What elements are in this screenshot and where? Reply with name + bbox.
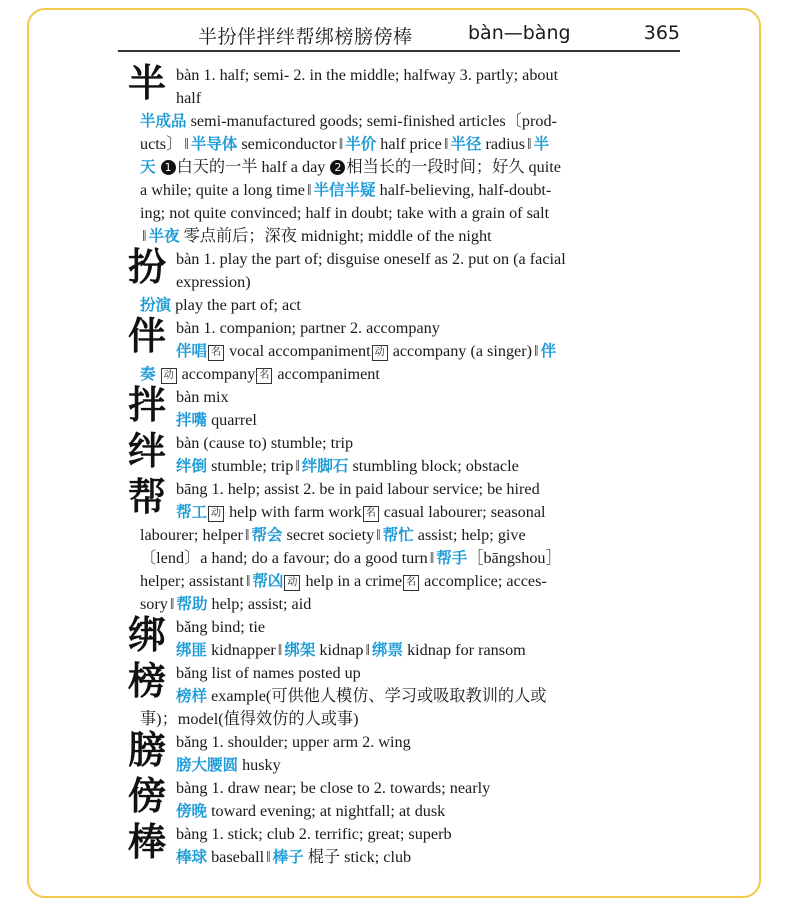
headword: 伴 [128, 313, 167, 358]
headword: 绑 [128, 612, 167, 657]
compound-line [140, 110, 658, 133]
headword: 帮 [128, 474, 167, 519]
compound-definition: helper; assistant [140, 572, 244, 590]
compound-definition: vocal accompaniment [225, 342, 371, 360]
page-number: 365 [643, 22, 680, 44]
definition-line: expression) [176, 273, 251, 291]
compound-word: 半夜 [148, 227, 180, 245]
compound-line [140, 156, 658, 179]
compound-word: 帮忙 [382, 526, 414, 544]
compound-definition: play the part of; act [171, 296, 301, 314]
compound-definition: accompaniment [273, 365, 380, 383]
compound-line: ing; not quite convinced; half in doubt; take with a grain of salt [140, 204, 550, 222]
entry-ban-stumble [128, 428, 658, 478]
compound-word: 扮演 [140, 296, 172, 314]
definition-line: bǎng list of names posted up [176, 664, 361, 682]
compound-definition: kidnapper [207, 641, 276, 659]
compound-line: ucts〕 ‖ 半导体 semiconductor ‖ 半价 half price ‖ 半径 radius ‖ 半 [140, 135, 550, 153]
compound-word: 帮手 [436, 549, 468, 567]
compound-line [140, 754, 658, 777]
pos-noun-box: 名 [256, 368, 272, 384]
definition-line: bāng 1. help; assist 2. be in paid labour service; be hired [176, 480, 540, 498]
compound-line [140, 294, 658, 317]
entry-ban-mix [128, 382, 658, 432]
compound-line: 绊倒 stumble; trip ‖ 绊脚石 stumbling block; obstacle [176, 457, 519, 475]
compound-definition: help in a crime [301, 572, 403, 590]
compound-definition: casual labourer; seasonal [379, 503, 546, 521]
entry-bang-help [128, 474, 658, 616]
compound-word: 半价 [345, 135, 377, 153]
pos-verb-box: 动 [372, 345, 388, 361]
compound-word: 半径 [450, 135, 482, 153]
compound-definition: quarrel [207, 411, 257, 429]
compound-word: 绑票 [372, 641, 404, 659]
definition-line: bǎng 1. shoulder; upper arm 2. wing [176, 733, 411, 751]
compound-definition: baseball [207, 848, 265, 866]
pos-noun-box: 名 [363, 506, 379, 522]
headword: 拌 [128, 382, 167, 427]
compound-word: 帮工 [176, 503, 208, 521]
compound-definition: toward evening; at nightfall; at dusk [207, 802, 446, 820]
definition-line: bàn 1. play the part of; disguise oneself as 2. put on (a facial [176, 250, 566, 268]
compound-word: 帮会 [251, 526, 283, 544]
definition-line: bàng 1. stick; club 2. terrific; great; superb [176, 825, 452, 843]
entry-ban-disguise [128, 244, 658, 317]
headword: 扮 [128, 244, 167, 289]
headword: 棒 [128, 819, 167, 864]
compound-word: 半导体 [190, 135, 238, 153]
compound-word: 棒子 [272, 848, 304, 866]
compound-definition: accomplice; acces- [420, 572, 547, 590]
compound-definition: 零点前后；深夜 midnight; middle of the night [179, 227, 492, 245]
compound-word: 绑架 [284, 641, 316, 659]
compound-word: 半信半疑 [313, 181, 376, 199]
compound-word: 天 [140, 158, 156, 176]
compound-definition: help; assist; aid [207, 595, 312, 613]
compound-word: 半成品 [140, 112, 187, 130]
compound-line: helper; assistant ‖ 帮凶 动 help in a crime 名 accomplice; acces- [140, 572, 547, 590]
definition-line: bàng 1. draw near; be close to 2. towards; nearly [176, 779, 491, 797]
compound-word: 棒球 [176, 848, 208, 866]
compound-definition: 白天的一半 half a day [176, 158, 330, 176]
headword: 膀 [128, 727, 167, 772]
headword: 傍 [128, 773, 167, 818]
headword: 榜 [128, 658, 167, 703]
pos-noun-box: 名 [403, 575, 419, 591]
compound-definition: example(可供他人模仿、学习或吸取教训的人或 [207, 687, 547, 705]
compound-definition: ucts〕 [140, 135, 183, 153]
compound-line: 棒球 baseball ‖ 棒子 棍子 stick; club [176, 848, 412, 866]
compound-definition: assist; help; give [413, 526, 526, 544]
headword: 绊 [128, 428, 167, 473]
compound-definition: accompany (a singer) [388, 342, 533, 360]
compound-line: labourer; helper ‖ 帮会 secret society ‖ 帮忙 assist; help; give [140, 526, 526, 544]
compound-line [140, 363, 658, 386]
entry-bang-near [128, 773, 658, 823]
entry-bang-list [128, 658, 658, 731]
compound-line: 伴唱 名 vocal accompaniment 动 accompany (a singer) ‖ 伴 [176, 342, 557, 360]
pos-verb-box: 动 [161, 368, 177, 384]
compound-word: 拌嘴 [176, 411, 208, 429]
compound-word: 膀大腰圆 [176, 756, 239, 774]
compound-word: 奏 [140, 365, 156, 383]
compound-line [140, 685, 658, 708]
compound-definition: stumble; trip [207, 457, 294, 475]
definition-line: bàn 1. companion; partner 2. accompany [176, 319, 440, 337]
dictionary-content [128, 60, 658, 869]
circled-number: 2 [330, 160, 345, 175]
compound-line: sory ‖ 帮助 help; assist; aid [140, 595, 312, 613]
definition-line: bàn mix [176, 388, 229, 406]
headword: 半 [128, 60, 167, 105]
definition-line: bàn (cause to) stumble; trip [176, 434, 354, 452]
entry-bang-bind [128, 612, 658, 662]
compound-word: 傍晚 [176, 802, 208, 820]
compound-definition: ［bāngshou］ [467, 549, 562, 567]
entry-ban-half [128, 60, 658, 248]
compound-word: 榜样 [176, 687, 208, 705]
pos-noun-box: 名 [208, 345, 224, 361]
compound-definition: 棍子 stick; club [303, 848, 412, 866]
compound-line: ‖ 半夜 零点前后；深夜 midnight; middle of the night [142, 227, 492, 245]
compound-definition: 相当长的一段时间；好久 quite [346, 158, 561, 176]
compound-definition: radius [481, 135, 526, 153]
compound-line: 〔lend〕a hand; do a favour; do a good turn ‖ 帮手［bāngshou］ [140, 549, 562, 567]
compound-definition: kidnap for ransom [403, 641, 526, 659]
definition-line: bàn 1. half; semi- 2. in the middle; halfway 3. partly; about [176, 66, 559, 84]
compound-definition: stumbling block; obstacle [348, 457, 519, 475]
compound-word: 伴唱 [176, 342, 208, 360]
pos-verb-box: 动 [208, 506, 224, 522]
compound-line: 绑匪 kidnapper ‖ 绑架 kidnap ‖ 绑票 kidnap for ransom [176, 641, 526, 659]
compound-word: 半 [533, 135, 550, 153]
compound-word: 绊倒 [176, 457, 208, 475]
definition-line: half [176, 89, 202, 107]
compound-definition: 〔lend〕a hand; do a favour; do a good turn [140, 549, 428, 567]
compound-line: 事)；model(值得效仿的人或事) [140, 710, 359, 728]
compound-definition: sory [140, 595, 168, 613]
compound-definition: secret society [282, 526, 375, 544]
compound-line [140, 409, 658, 432]
compound-definition: accompany [177, 365, 256, 383]
circled-number: 1 [161, 160, 176, 175]
compound-line [140, 800, 658, 823]
header-characters: 半扮伴拌绊帮绑榜膀傍棒 [198, 26, 413, 48]
compound-word: 帮凶 [252, 572, 284, 590]
compound-definition: kidnap [315, 641, 364, 659]
compound-word: 绑匪 [176, 641, 208, 659]
compound-definition: semi-manufactured goods; semi-finished articles〔prod- [186, 112, 557, 130]
header-pinyin-range: bàn—bàng [468, 22, 571, 44]
compound-word: 伴 [540, 342, 557, 360]
compound-definition: help with farm work [225, 503, 362, 521]
compound-definition: semiconductor [237, 135, 337, 153]
entry-bang-stick [128, 819, 658, 869]
compound-line [140, 501, 658, 524]
entry-bang-shoulder [128, 727, 658, 777]
compound-word: 绊脚石 [301, 457, 349, 475]
definition-line: bǎng bind; tie [176, 618, 266, 636]
compound-definition: half price [376, 135, 442, 153]
entry-ban-companion [128, 313, 658, 386]
header-rule [118, 50, 680, 52]
compound-definition: labourer; helper [140, 526, 243, 544]
pos-verb-box: 动 [284, 575, 300, 591]
page-header [118, 22, 680, 52]
compound-word: 帮助 [176, 595, 208, 613]
compound-definition: husky [238, 756, 281, 774]
compound-line: a while; quite a long time ‖ 半信半疑 half-believing, half-doubt- [140, 181, 552, 199]
